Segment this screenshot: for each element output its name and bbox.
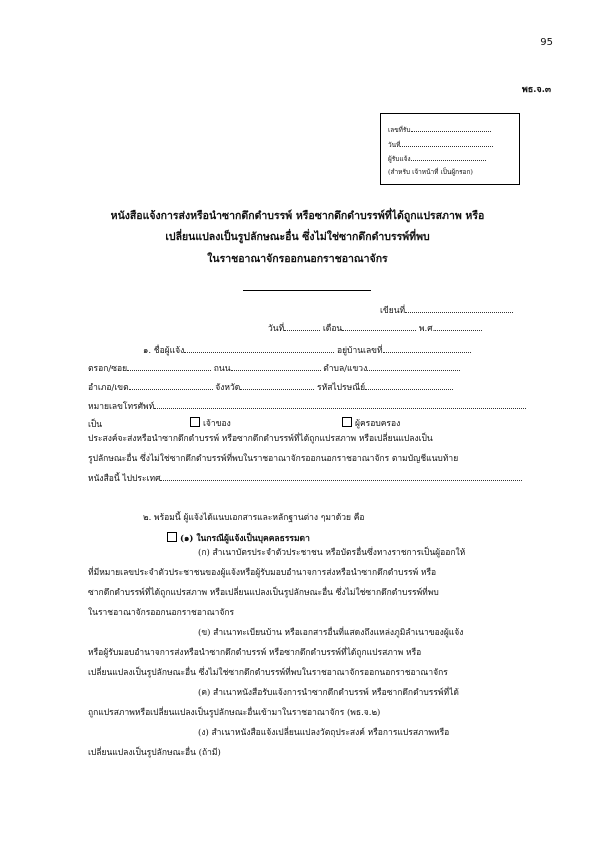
checkbox-icon <box>342 417 352 427</box>
phone-field[interactable]: หมายเลขโทรศัพท์ <box>88 399 526 413</box>
possessor-checkbox[interactable]: ผู้ครอบครอง <box>342 416 400 430</box>
page-number: 95 <box>540 37 553 48</box>
stamp-official-note: (สำหรับ เจ้าหน้าที่ เป็นผู้กรอก) <box>388 167 473 176</box>
stamp-received-no: เลขที่รับ <box>388 122 519 137</box>
stamp-date: วันที่ <box>388 137 519 152</box>
item-a-line-3: ซากดึกดำบรรพ์ที่ได้ถูกแปรสภาพ หรือเปลี่ยนแปลงเป็นรูปลักษณะอื่น ซึ่งไม่ใช่ซากดึกดำบรรพ์ที่พบ <box>88 588 439 598</box>
form-code: พธ.จ.๓ <box>521 85 551 95</box>
title-line-2: เปลี่ยนแปลงเป็นรูปลักษณะอื่น ซึ่งไม่ใช่ซากดึกดำบรรพ์ที่พบ <box>165 231 430 243</box>
item-c-line-1: (ค) สำเนาหนังสือรับแจ้งการนำซากดึกดำบรรพ์ หรือซากดึกดำบรรพ์ที่ได้ <box>198 688 459 698</box>
section-2-heading: ๒. พร้อมนี้ ผู้แจ้งได้แนบเอกสารและหลักฐานต่าง ๆมาด้วย คือ <box>143 513 365 523</box>
item-a-line-4: ในราชอาณาจักรออกนอกราชอาณาจักร <box>88 608 235 618</box>
destination-country-field[interactable]: หนังสือนี้ ไปประเทศ <box>88 469 522 489</box>
address-line-1[interactable]: ตรอก/ซอย ถนน ตำบล/แขวง <box>88 361 460 375</box>
written-at-field[interactable]: เขียนที่ <box>380 303 513 317</box>
section-2-items <box>88 543 465 763</box>
stamp-receiver: ผู้รับแจ้ง <box>388 151 519 166</box>
checkbox-icon <box>167 532 177 542</box>
applicant-name-field[interactable]: ๑. ชื่อผู้แจ้ง อยู่บ้านเลขที่ <box>143 343 471 357</box>
item-d-line-1: (ง) สำเนาหนังสือแจ้งเปลี่ยนแปลงวัตถุประสงค์ หรือการแปรสภาพหรือ <box>198 728 450 738</box>
title-line-1: หนังสือแจ้งการส่งหรือนำซากดึกดำบรรพ์ หรือซากดึกดำบรรพ์ที่ได้ถูกแปรสภาพ หรือ <box>110 210 485 222</box>
address-line-2[interactable]: อำเภอ/เขต จังหวัด รหัสไปรษณีย์ <box>88 380 453 394</box>
item-b-line-3: เปลี่ยนแปลงเป็นรูปลักษณะอื่น ซึ่งไม่ใช่ซากดึกดำบรรพ์ที่พบในราชอาณาจักรออกนอกราชอาณาจักร <box>88 668 448 678</box>
title-line-3: ในราชอาณาจักรออกนอกราชอาณาจักร <box>207 253 388 265</box>
item-a-line-1: (ก) สำเนาบัตรประจำตัวประชาชน หรือบัตรอื่นซึ่งทางราชการเป็นผู้ออกให้ <box>198 548 466 558</box>
item-c-line-2: ถูกแปรสภาพหรือเปลี่ยนแปลงเป็นรูปลักษณะอื่นเข้ามาในราชอาณาจักร (พธ.จ.๒) <box>88 708 381 718</box>
owner-checkbox[interactable]: เจ้าของ <box>190 416 231 430</box>
item-b-line-1: (ข) สำเนาทะเบียนบ้าน หรือเอกสารอื่นที่แสดงถึงแหล่งภูมิลำเนาของผู้แจ้ง <box>198 628 464 638</box>
title-rule <box>243 290 371 291</box>
case-individual-checkbox[interactable]: (๑) ในกรณีผู้แจ้งเป็นบุคคลธรรมดา <box>167 531 310 545</box>
date-fields[interactable]: วันที่ เดือน พ.ศ. <box>268 321 482 335</box>
purpose-paragraph: ประสงค์จะส่งหรือนำซากดึกดำบรรพ์ หรือซากดึกดำบรรพ์ที่ได้ถูกแปรสภาพ หรือเปลี่ยนแปลงเป็น รูปลักษณะอื่น ซึ่งไม่ใช่ซากดึกดำบรรพ์ที่พบในราชอาณาจักรออกนอกราชอาณาจักร ตามบัญชีแนบท้าย หนังสือนี้ ไปประเทศ <box>88 429 522 489</box>
role-label: เป็น <box>88 420 103 430</box>
checkbox-icon <box>190 417 200 427</box>
item-d-line-2: เปลี่ยนแปลงเป็นรูปลักษณะอื่น (ถ้ามี) <box>88 748 221 758</box>
official-stamp-box <box>380 113 520 185</box>
item-b-line-2: หรือผู้รับมอบอำนาจการส่งหรือนำซากดึกดำบรรพ์ หรือซากดึกดำบรรพ์ที่ได้ถูกแปรสภาพ หรือ <box>88 648 422 658</box>
item-a-line-2: ที่มีหมายเลขประจำตัวประชาชนของผู้แจ้งหรือผู้รับมอบอำนาจการส่งหรือนำซากดึกดำบรรพ์ หรือ <box>88 568 437 578</box>
